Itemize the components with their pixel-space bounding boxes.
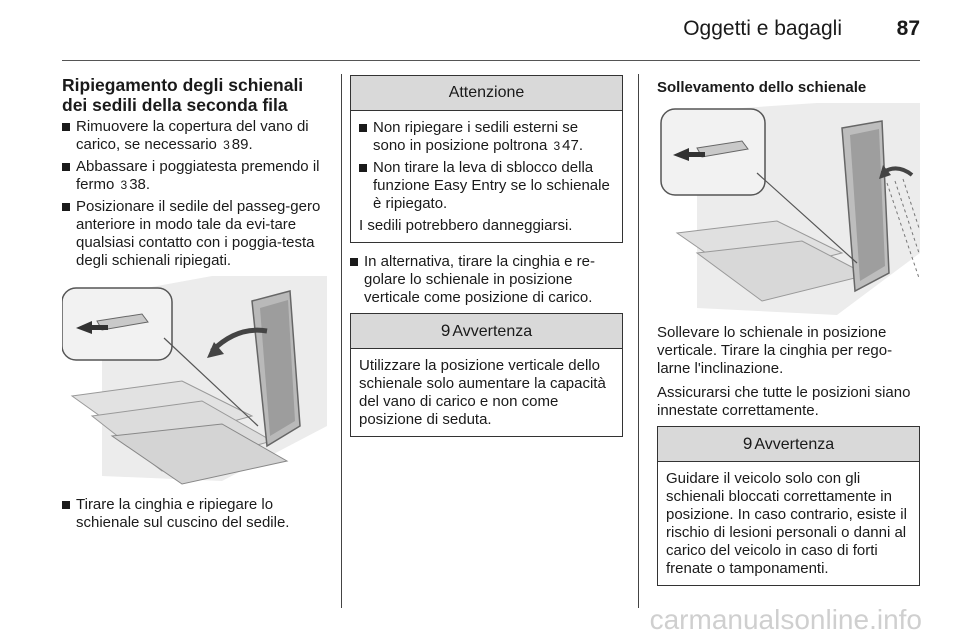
- warning-box-title: 9 Avvertenza: [658, 427, 919, 462]
- page-section-title: Oggetti e bagagli: [683, 17, 842, 40]
- sub-heading: Sollevamento dello schienale: [657, 79, 867, 96]
- step-list: [62, 118, 327, 270]
- cross-reference-icon: 3: [120, 178, 128, 192]
- list-item: Non ripiegare i sedili esterni se sono in posizione poltrona 3 47.: [359, 119, 614, 155]
- warning-icon: 9: [742, 434, 753, 453]
- list-item: Abbassare i poggiatesta premendo il fermo 3 38.: [62, 158, 327, 194]
- step-list-2: [62, 496, 327, 532]
- list-item: In alternativa, tirare la cinghia e re-golare lo schienale in posizione verticale come posizione di carico.: [350, 253, 623, 307]
- list-item: Non tirare la leva di sblocco della funzione Easy Entry se lo schienale è ripiegato.: [359, 159, 614, 213]
- attention-note: I sedili potrebbero danneggiarsi.: [359, 217, 573, 234]
- cross-reference-icon: 3: [553, 139, 561, 153]
- column-left: [62, 75, 327, 536]
- warning-icon: 9: [440, 321, 451, 340]
- column-middle: [350, 75, 623, 437]
- column-divider-2: [638, 74, 639, 608]
- page-reference[interactable]: 47.: [562, 137, 584, 154]
- watermark: carmanualsonline.info: [649, 604, 922, 635]
- seat-folding-illustration: [62, 276, 327, 488]
- page-number: 87: [896, 17, 920, 40]
- warning-box-text: Guidare il veicolo solo con gli schienali bloccati correttamente in posizione. In caso contrario, esiste il rischio di lesioni personali o danni al carico del veicolo in caso di forti frenate o tamponamenti.: [666, 470, 907, 577]
- seat-raising-illustration: [657, 103, 920, 318]
- list-item: Tirare la cinghia e ripiegare lo schienale sul cuscino del sedile.: [62, 496, 327, 532]
- list-item: Posizionare il sedile del passeg-gero anteriore in modo tale da evi-tare qualsiasi contatto con i poggia-testa degli schienali ripiegati.: [62, 198, 327, 270]
- paragraph: Assicurarsi che tutte le posizioni siano innestate correttamente.: [657, 384, 911, 419]
- warning-box: [350, 313, 623, 437]
- column-divider-1: [341, 74, 342, 608]
- warning-box-text: Utilizzare la posizione verticale dello schienale solo aumentare la capacità del vano di carico e non come posizione di seduta.: [359, 357, 606, 428]
- page-reference[interactable]: 89.: [231, 136, 253, 153]
- attention-box: [350, 75, 623, 243]
- section-heading: Ripiegamento degli schienali dei sedili della seconda fila: [62, 75, 304, 115]
- page-reference[interactable]: 38.: [129, 176, 151, 193]
- cross-reference-icon: 3: [223, 138, 230, 152]
- header-divider: [62, 60, 920, 61]
- attention-box-title: Attenzione: [351, 76, 622, 111]
- warning-box-title: 9 Avvertenza: [351, 314, 622, 349]
- column-right: [657, 75, 920, 586]
- warning-box: [657, 426, 920, 586]
- list-item: Rimuovere la copertura del vano di carico, se necessario 3 89.: [62, 118, 327, 154]
- paragraph: Sollevare lo schienale in posizione verticale. Tirare la cinghia per rego-larne l'inclinazione.: [657, 324, 893, 377]
